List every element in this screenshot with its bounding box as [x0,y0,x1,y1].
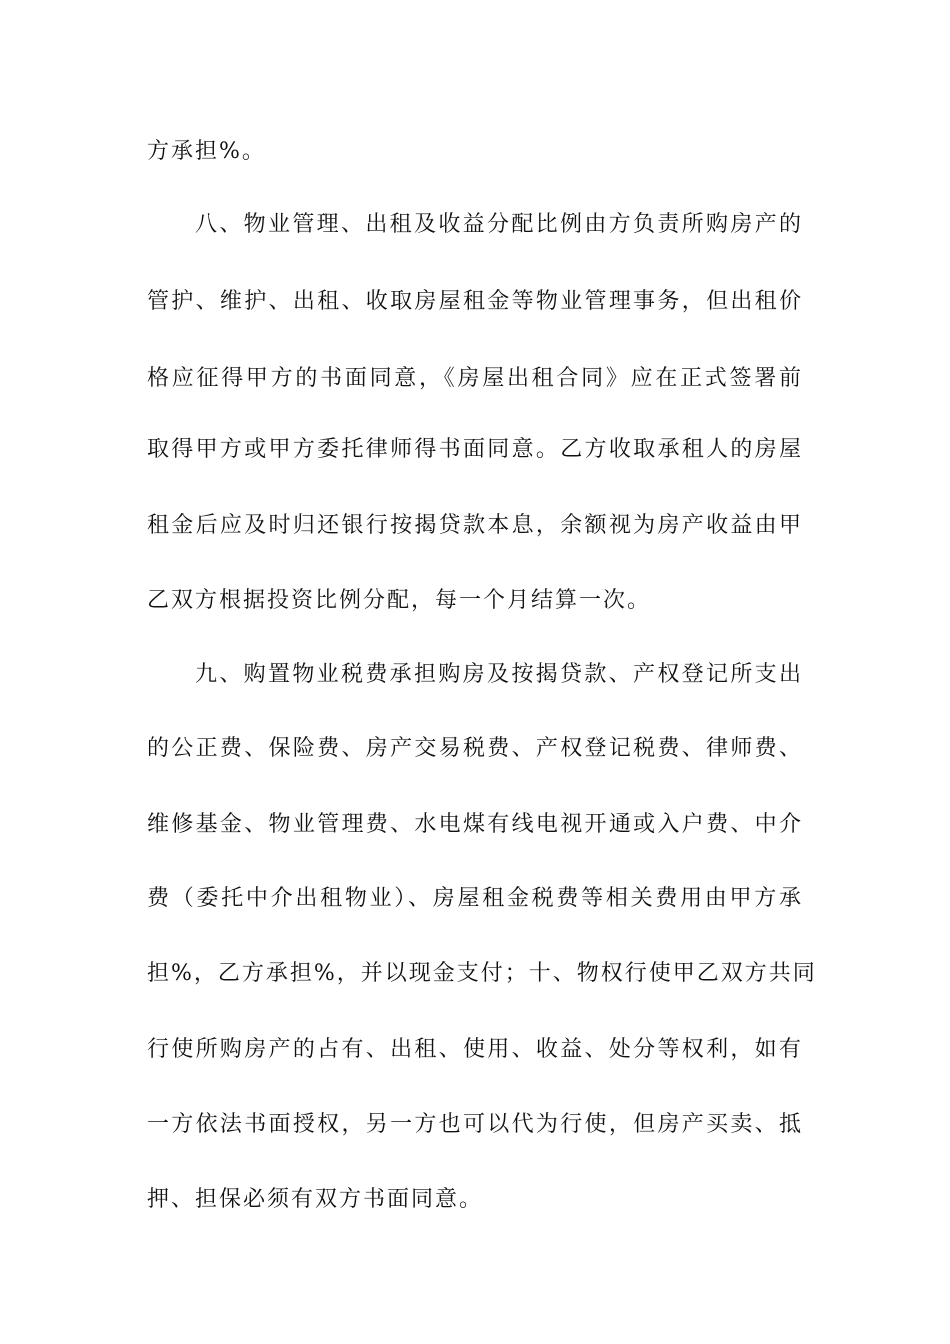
text-line: 行使所购房产的占有、出租、使用、收益、处分等权利，如有 [147,1037,803,1062]
text-line: 乙双方根据投资比例分配，每一个月结算一次。 [147,588,652,613]
text-line: 维修基金、物业管理费、水电煤有线电视开通或入户费、中介 [147,812,803,837]
paragraph-nine-first-line: 九、购置物业税费承担购房及按揭贷款、产权登记所支出 [195,662,803,687]
text-line: 的公正费、保险费、房产交易税费、产权登记税费、律师费、 [147,736,803,761]
text-line: 取得甲方或甲方委托律师得书面同意。乙方收取承租人的房屋 [147,437,803,462]
paragraph-eight-first-line: 八、物业管理、出租及收益分配比例由方负责所购房产的 [195,212,803,237]
text-line: 押、担保必须有双方书面同意。 [147,1187,484,1212]
text-line: 管护、维护、出租、收取房屋租金等物业管理事务，但出租价 [147,289,803,314]
text-line: 担%，乙方承担%，并以现金支付；十、物权行使甲乙双方共同 [147,961,817,986]
text-line: 租金后应及时归还银行按揭贷款本息，余额视为房产收益由甲 [147,513,803,538]
text-line: 方承担%。 [147,139,266,164]
text-line: 费（委托中介出租物业）、房屋租金税费等相关费用由甲方承 [147,886,803,911]
text-line: 格应征得甲方的书面同意，《房屋出租合同》应在正式签署前 [147,366,803,391]
text-line: 一方依法书面授权，另一方也可以代为行使，但房产买卖、抵 [147,1112,803,1137]
